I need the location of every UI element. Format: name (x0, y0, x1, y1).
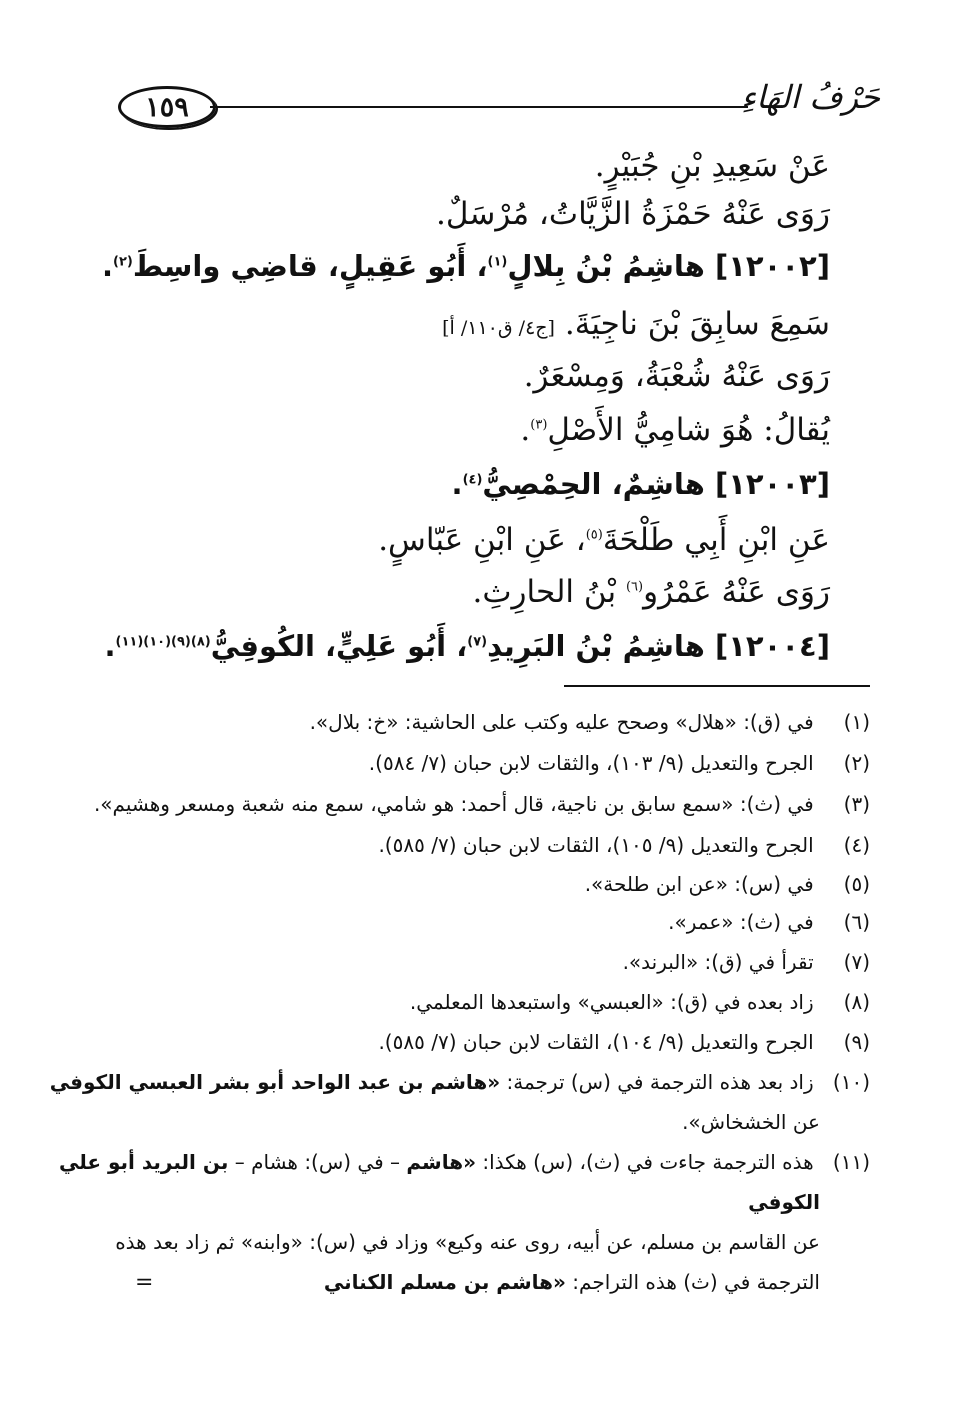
entry-name: ، أَبُو عَلِيٍّ، الكُوفِيُّ (210, 629, 468, 663)
footnote-number: (٩) (843, 1030, 870, 1054)
line-text: رَوَى عَنْهُ حَمْزَةُ الزَّيَّاتُ، مُرْسَلٌ. (436, 196, 830, 232)
entry-12004-heading (104, 620, 830, 672)
footnote-separator (564, 685, 870, 687)
footnote-number: (٧) (843, 950, 870, 974)
footnote-text: – في (س): هشام – (228, 1150, 407, 1174)
footnote-11-continued (324, 1266, 820, 1298)
text-line (120, 514, 830, 566)
page-number-badge (118, 86, 216, 128)
entry-text: . (101, 249, 114, 283)
footnote-ref: (٦) (625, 579, 644, 595)
footnote-text: في (س): «عن ابن طلحة». (584, 872, 814, 896)
footnote-ref: (٣) (530, 417, 548, 433)
line-text: ، عَنِ ابْنِ عَبّاسٍ. (378, 522, 586, 558)
footnote-7 (623, 946, 870, 978)
footnote-11-continued (748, 1186, 820, 1218)
footnote-ref: (٨)(٩)(١٠)(١١) (115, 634, 211, 650)
line-text: رَوَى عَنْهُ شُعْبَةُ، وَمِسْعَرٌ. (523, 358, 830, 394)
footnote-number: (٥) (843, 872, 870, 896)
footnote-text: «هاشم (406, 1150, 477, 1174)
footnote-5 (585, 868, 870, 900)
footnote-text: تقرأ في (ق): «البرند». (622, 950, 814, 974)
line-text: سَمِعَ سابِقَ بْنَ ناجِيَةَ. (564, 306, 830, 342)
footnote-text: في (ث): «سمع سابق بن ناجية، قال أحمد: هو شامي، سمع منه شعبة ومسعر وهشيم». (93, 792, 814, 816)
footnote-text: في (ق): «هلال» وصحح عليه وكتب على الحاشية: «خ: بلال». (309, 710, 814, 734)
footnote-number: (٢) (843, 751, 870, 775)
text-line (120, 188, 830, 240)
footnote-text: الجرح والتعديل (٩/ ١٠٥)، الثقات لابن حبان (٧/ ٥٨٥). (378, 833, 814, 857)
footnote-number: (٣) (843, 792, 870, 816)
footnote-text: «هاشم بن عبد الواحد أبو بشر العبسي الكوفي (49, 1070, 501, 1094)
footnote-3 (94, 788, 870, 820)
footnote-text: الكوفي (748, 1190, 820, 1214)
footnote-text: زاد بعد هذه الترجمة في (س) ترجمة: (500, 1070, 814, 1094)
footnote-text: بن البريد أبو علي (58, 1150, 229, 1174)
page-header (110, 80, 880, 130)
footnote-number: (٦) (843, 910, 870, 934)
header-rule (210, 106, 748, 108)
running-title: حَرْفُ الهَاءِ (741, 78, 880, 116)
entry-name: هاشِمُ بْنُ بِلالٍ (507, 249, 705, 283)
footnote-2 (369, 747, 870, 779)
entry-name: [١٢٠٠٤] هاشِمُ بْنُ البَرِيدِ (487, 629, 830, 663)
entry-12003-heading (120, 458, 830, 510)
footnote-text: الجرح والتعديل (٩/ ١٠٣)، والثقات لابن حبان (٧/ ٥٨٤). (368, 751, 814, 775)
footnote-text: هذه الترجمة جاءت في (ث)، (س) هكذا: (476, 1150, 814, 1174)
text-line (120, 404, 830, 456)
footnote-1 (310, 706, 870, 738)
footnote-text: الجرح والتعديل (٩/ ١٠٤)، الثقات لابن حبان (٧/ ٥٨٥). (378, 1030, 814, 1054)
line-text: عَنِ ابْنِ أَبِي طَلْحَةَ (602, 522, 830, 558)
entry-name: [١٢٠٠٣] هاشِمٌ، الحِمْصِيُّ (482, 467, 830, 501)
footnote-text: في (ث): «عمر». (668, 910, 814, 934)
footnote-9 (378, 1026, 870, 1058)
footnote-ref: (١) (487, 254, 508, 270)
footnote-10-continued (682, 1106, 820, 1138)
entry-text: . (451, 467, 463, 501)
footnote-text: زاد بعده في (ق): «العبسي» واستبعدها المعلمي. (409, 990, 814, 1014)
footnote-number: (١٠) (832, 1070, 870, 1094)
footnote-number: (٨) (843, 990, 870, 1014)
text-line (120, 140, 830, 192)
footnote-6 (668, 906, 870, 938)
footnote-number: (١) (843, 710, 870, 734)
footnote-8 (410, 986, 870, 1018)
continuation-mark: = (135, 1270, 154, 1295)
line-text: بْنُ الحارِثِ. (472, 574, 626, 610)
footnote-text: الترجمة في (ث) هذه التراجم: (565, 1270, 820, 1294)
footnote-ref: (٧) (467, 634, 488, 650)
text-line (120, 298, 830, 354)
line-text: يُقالُ: هُوَ شامِيُّ الأَصْلِ (547, 412, 830, 448)
manuscript-ref: [ج٤/ ق١١٠/ أ] (442, 317, 555, 339)
footnote-4 (378, 829, 870, 861)
line-text: رَوَى عَنْهُ عَمْرُو (643, 574, 830, 610)
entry-text: . (104, 629, 116, 663)
text-line (120, 350, 830, 402)
footnote-11-continued (115, 1226, 820, 1258)
footnote-ref: (٥) (585, 527, 603, 543)
footnote-text: عن الخشخاش». (682, 1110, 820, 1134)
entry-12002-heading (101, 240, 830, 292)
footnote-ref: (٢) (113, 254, 133, 270)
footnote-number: (٤) (843, 833, 870, 857)
line-text: عَنْ سَعِيدِ بْنِ جُبَيْرٍ. (594, 148, 830, 184)
footnote-text: عن القاسم بن مسلم، عن أبيه، روى عنه وكيع» وزاد في (س): «وابنه» ثم زاد بعد هذه (115, 1230, 820, 1254)
footnote-ref: (٤) (462, 472, 483, 488)
entry-number: [١٢٠٠٢] (714, 249, 830, 283)
footnote-11 (59, 1146, 870, 1178)
line-text: . (520, 412, 531, 448)
entry-name: ، أَبُو عَقِيلٍ، قاضِي واسِطَ (132, 249, 488, 283)
footnote-10 (50, 1066, 870, 1098)
footnote-text: «هاشم بن مسلم الكناني (323, 1270, 566, 1294)
text-line (120, 566, 830, 618)
page-number: ١٥٩ (145, 91, 189, 123)
footnote-number: (١١) (832, 1150, 870, 1174)
